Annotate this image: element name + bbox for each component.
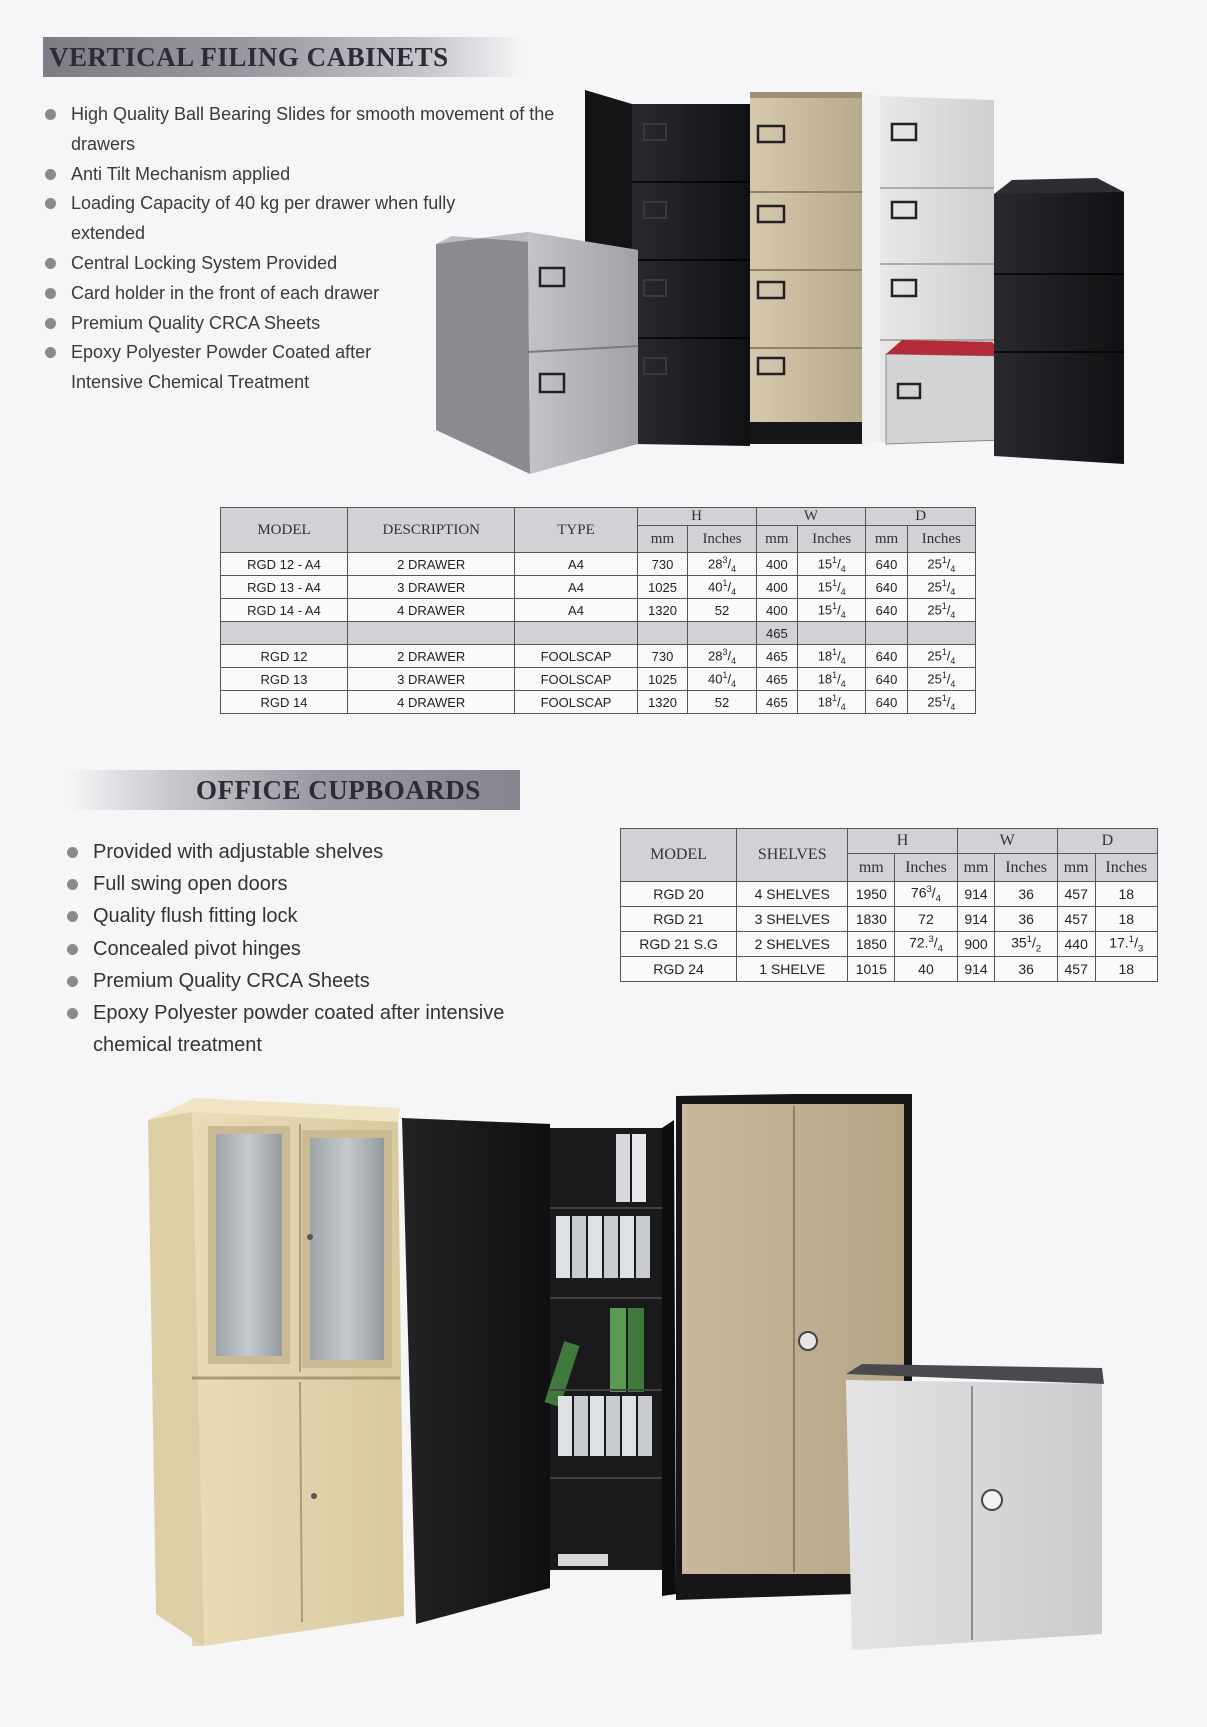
col-header-h: H	[637, 508, 756, 526]
cell-w-mm: 465	[756, 645, 797, 668]
cell-shelves: 1 SHELVE	[737, 957, 848, 982]
table-row	[221, 645, 976, 668]
col-header-model: MODEL	[221, 508, 348, 553]
col-header-d-inches: Inches	[1095, 854, 1157, 882]
cell-w-inches: $15^1/_4$	[798, 553, 866, 576]
cell-h-inches: $28^3/_4$	[688, 645, 756, 668]
cell-d-inches: $25^1/_4$	[907, 691, 975, 714]
cabinet-black-right-front	[994, 180, 1124, 464]
feature-item: Card holder in the front of each drawer	[42, 279, 562, 309]
cell-h-inches: $28^3/_4$	[688, 553, 756, 576]
cell-w-inches: $15^1/_4$	[798, 576, 866, 599]
cell-w-mm: 914	[957, 907, 995, 932]
table-row	[221, 668, 976, 691]
cell-w-mm: 465	[756, 668, 797, 691]
cell-d-inches: $25^1/_4$	[907, 576, 975, 599]
cell-model: RGD 21	[621, 907, 737, 932]
cell-d-mm	[866, 622, 907, 645]
col-header-model: MODEL	[621, 829, 737, 882]
lock-icon	[307, 1234, 313, 1240]
cell-h-inches: $72.^3/_4$	[895, 932, 957, 957]
cell-description: 3 DRAWER	[348, 668, 515, 691]
col-header-h-mm: mm	[637, 526, 688, 553]
cell-w-inches: 36	[995, 882, 1057, 907]
col-header-w: W	[756, 508, 866, 526]
feature-item: Loading Capacity of 40 kg per drawer when fully extended	[42, 189, 501, 249]
cell-shelves: 2 SHELVES	[737, 932, 848, 957]
table-row	[221, 576, 976, 599]
filing-table-body	[221, 553, 976, 714]
cell-h-mm	[637, 622, 688, 645]
feature-item: Epoxy Polyester powder coated after intensive chemical treatment	[64, 997, 563, 1061]
col-header-d: D	[866, 508, 976, 526]
cell-d-inches: $25^1/_4$	[907, 668, 975, 691]
cell-model: RGD 20	[621, 882, 737, 907]
col-header-d-mm: mm	[1057, 854, 1095, 882]
table-row	[221, 553, 976, 576]
cell-h-mm: 1025	[637, 668, 688, 691]
col-header-shelves: SHELVES	[737, 829, 848, 882]
cell-w-mm: 914	[957, 957, 995, 982]
col-header-h-mm: mm	[848, 854, 895, 882]
table-row	[621, 957, 1158, 982]
col-header-d-inches: Inches	[907, 526, 975, 553]
cell-d-mm: 640	[866, 645, 907, 668]
cupboard-spec-table	[620, 828, 1158, 982]
glass-door-right	[306, 1134, 388, 1364]
cell-h-mm: 1015	[848, 957, 895, 982]
cell-h-inches: $76^3/_4$	[895, 882, 957, 907]
col-header-w-inches: Inches	[798, 526, 866, 553]
cell-type	[515, 622, 637, 645]
cupboard-white-front	[846, 1380, 1102, 1650]
cabinet-grey-side	[436, 232, 530, 474]
cell-w-inches: $15^1/_4$	[798, 599, 866, 622]
col-header-h-inches: Inches	[895, 854, 957, 882]
cell-model: RGD 12 - A4	[221, 553, 348, 576]
section-title-filing: VERTICAL FILING CABINETS	[49, 41, 449, 72]
cell-h-inches: $40^1/_4$	[688, 576, 756, 599]
cell-model: RGD 14 - A4	[221, 599, 348, 622]
filing-spec-table	[220, 507, 976, 714]
cell-h-mm: 730	[637, 553, 688, 576]
section-banner-cupboards	[68, 770, 520, 810]
table-row	[221, 691, 976, 714]
cell-h-mm: 1320	[637, 599, 688, 622]
cell-d-mm: 640	[866, 668, 907, 691]
cell-d-inches: 18	[1095, 907, 1157, 932]
cell-d-mm: 640	[866, 576, 907, 599]
cupboard-feature-list	[64, 836, 584, 1061]
feature-item: Quality flush fitting lock	[64, 900, 584, 932]
cell-type: A4	[515, 553, 637, 576]
cell-model: RGD 14	[221, 691, 348, 714]
cell-w-inches	[798, 622, 866, 645]
col-header-w-mm: mm	[756, 526, 797, 553]
cell-d-inches	[907, 622, 975, 645]
col-header-d: D	[1057, 829, 1157, 854]
cell-w-inches: $18^1/_4$	[798, 668, 866, 691]
cell-description: 3 DRAWER	[348, 576, 515, 599]
col-header-h-inches: Inches	[688, 526, 756, 553]
section-banner-filing	[43, 37, 523, 77]
cell-type: A4	[515, 599, 637, 622]
cell-model: RGD 13	[221, 668, 348, 691]
cell-h-inches: 40	[895, 957, 957, 982]
col-header-w-inches: Inches	[995, 854, 1057, 882]
cell-h-inches: 52	[688, 691, 756, 714]
cell-w-mm: 465	[756, 691, 797, 714]
col-header-description: DESCRIPTION	[348, 508, 515, 553]
cell-description: 2 DRAWER	[348, 645, 515, 668]
cell-w-inches: $18^1/_4$	[798, 645, 866, 668]
cell-w-mm: 400	[756, 576, 797, 599]
cell-description	[348, 622, 515, 645]
cell-d-inches: $25^1/_4$	[907, 645, 975, 668]
cell-d-mm: 640	[866, 599, 907, 622]
table-row	[221, 599, 976, 622]
feature-item: Central Locking System Provided	[42, 249, 562, 279]
cell-h-mm: 1320	[637, 691, 688, 714]
cell-d-inches: $25^1/_4$	[907, 599, 975, 622]
feature-item: Full swing open doors	[64, 868, 584, 900]
cell-model: RGD 13 - A4	[221, 576, 348, 599]
cell-h-inches: 52	[688, 599, 756, 622]
cell-d-mm: 640	[866, 691, 907, 714]
cell-w-inches: 36	[995, 907, 1057, 932]
cell-d-inches: $17.^1/_3$	[1095, 932, 1157, 957]
feature-item: Anti Tilt Mechanism applied	[42, 160, 562, 190]
cell-w-inches: $18^1/_4$	[798, 691, 866, 714]
cell-model	[221, 622, 348, 645]
cell-h-mm: 1950	[848, 882, 895, 907]
cell-w-mm: 465	[756, 622, 797, 645]
cell-w-inches: $35^1/_2$	[995, 932, 1057, 957]
cupboard-black-right-door	[662, 1120, 676, 1596]
cell-type: FOOLSCAP	[515, 645, 637, 668]
col-header-w: W	[957, 829, 1057, 854]
cell-h-mm: 1850	[848, 932, 895, 957]
filing-cabinets-photo	[432, 84, 1162, 484]
cell-d-inches: 18	[1095, 882, 1157, 907]
cell-description: 4 DRAWER	[348, 599, 515, 622]
col-header-d-mm: mm	[866, 526, 907, 553]
cell-description: 4 DRAWER	[348, 691, 515, 714]
cell-shelves: 4 SHELVES	[737, 882, 848, 907]
cell-type: FOOLSCAP	[515, 691, 637, 714]
cell-model: RGD 21 S.G	[621, 932, 737, 957]
section-title-cupboards: OFFICE CUPBOARDS	[196, 774, 481, 805]
feature-item: Premium Quality CRCA Sheets	[42, 309, 562, 339]
col-header-w-mm: mm	[957, 854, 995, 882]
cell-h-mm: 1830	[848, 907, 895, 932]
col-header-h: H	[848, 829, 957, 854]
cell-d-inches: $25^1/_4$	[907, 553, 975, 576]
feature-item: Provided with adjustable shelves	[64, 836, 584, 868]
cupboard-black-left-door	[402, 1118, 550, 1624]
cell-type: A4	[515, 576, 637, 599]
cell-w-mm: 900	[957, 932, 995, 957]
cell-w-inches: 36	[995, 957, 1057, 982]
cell-d-inches: 18	[1095, 957, 1157, 982]
cell-shelves: 3 SHELVES	[737, 907, 848, 932]
table-row	[221, 622, 976, 645]
cell-d-mm: 640	[866, 553, 907, 576]
glass-door-left	[212, 1130, 286, 1360]
feature-item: High Quality Ball Bearing Slides for smooth movement of the drawers	[42, 100, 562, 160]
cell-type: FOOLSCAP	[515, 668, 637, 691]
cell-w-mm: 400	[756, 599, 797, 622]
cell-h-mm: 730	[637, 645, 688, 668]
cupboard-table-body	[621, 882, 1158, 982]
lock-icon	[799, 1332, 817, 1350]
feature-item: Epoxy Polyester Powder Coated after Intensive Chemical Treatment	[42, 338, 411, 398]
lock-icon	[982, 1490, 1002, 1510]
cell-h-mm: 1025	[637, 576, 688, 599]
cell-h-inches: 72	[895, 907, 957, 932]
cell-d-mm: 457	[1057, 882, 1095, 907]
cell-w-mm: 400	[756, 553, 797, 576]
col-header-type: TYPE	[515, 508, 637, 553]
table-row	[621, 907, 1158, 932]
cell-w-mm: 914	[957, 882, 995, 907]
cell-d-mm: 440	[1057, 932, 1095, 957]
cell-description: 2 DRAWER	[348, 553, 515, 576]
lock-icon	[311, 1493, 317, 1499]
office-cupboards-photo	[146, 1094, 1108, 1654]
cabinet-black-front	[632, 104, 750, 446]
cell-model: RGD 24	[621, 957, 737, 982]
cell-d-mm: 457	[1057, 957, 1095, 982]
cell-model: RGD 12	[221, 645, 348, 668]
table-row	[621, 882, 1158, 907]
cell-d-mm: 457	[1057, 907, 1095, 932]
cell-h-inches: $40^1/_4$	[688, 668, 756, 691]
cell-h-inches	[688, 622, 756, 645]
table-row	[621, 932, 1158, 957]
feature-item: Premium Quality CRCA Sheets	[64, 965, 584, 997]
feature-item: Concealed pivot hinges	[64, 933, 584, 965]
